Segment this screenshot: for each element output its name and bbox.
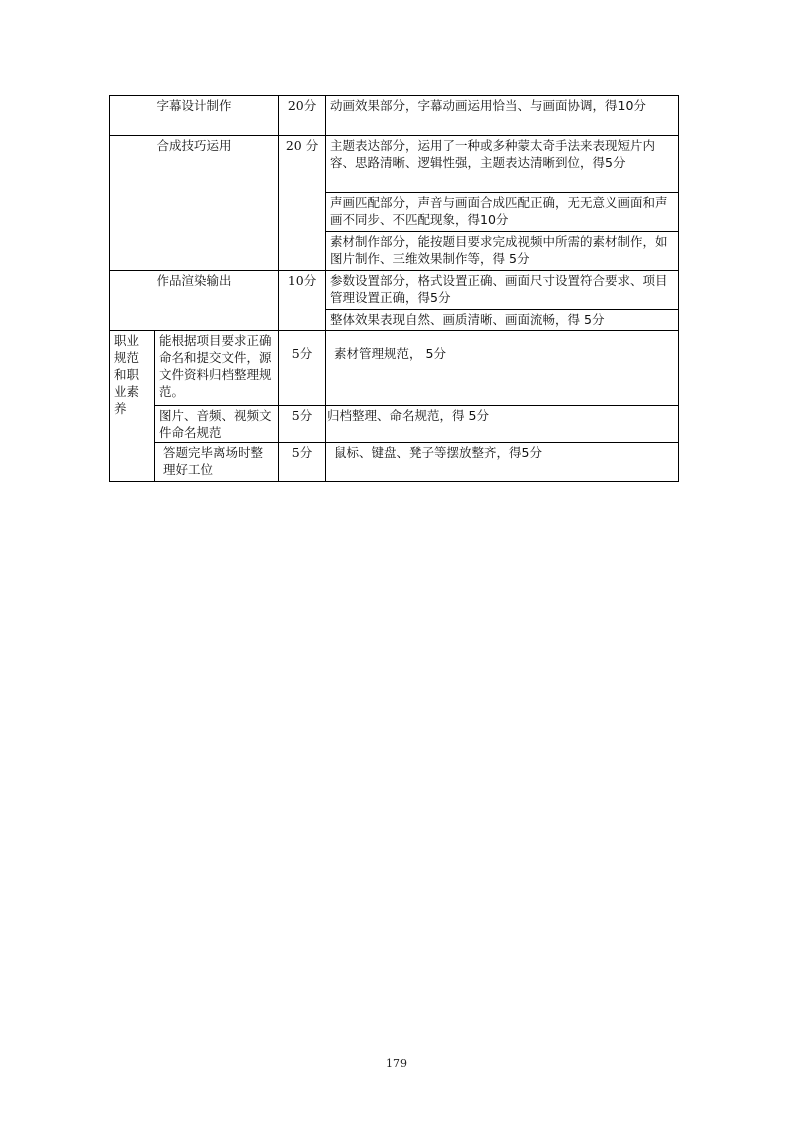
criterion-subtitle-animation: 动画效果部分，字幕动画运用恰当、与画面协调，得10分 xyxy=(326,96,679,136)
scoring-table xyxy=(109,95,679,482)
criterion-parameter-settings: 参数设置部分，格式设置正确、画面尺寸设置符合要求、项目管理设置正确，得5分 xyxy=(326,271,679,310)
table-row xyxy=(110,136,679,193)
score-file-naming: 5分 xyxy=(279,406,326,443)
item-file-submission: 能根据项目要求正确命名和提交文件，源文件资料归档整理规范。 xyxy=(155,331,279,406)
item-composition: 合成技巧运用 xyxy=(110,136,279,271)
criterion-asset-production: 素材制作部分，能按题目要求完成视频中所需的素材制作，如图片制作、三维效果制作等，得 5分 xyxy=(326,232,679,271)
table-row xyxy=(110,331,679,406)
criterion-asset-management: 素材管理规范， 5分 xyxy=(326,331,679,406)
criterion-overall-effect: 整体效果表现自然、画质清晰、画面流畅，得 5分 xyxy=(326,310,679,331)
item-subtitle-design: 字幕设计制作 xyxy=(110,96,279,136)
score-file-submission: 5分 xyxy=(279,331,326,406)
criterion-archive-naming: 归档整理、命名规范，得 5分 xyxy=(326,406,679,443)
criterion-workstation-items: 鼠标、键盘、凳子等摆放整齐，得5分 xyxy=(326,443,679,482)
table-row xyxy=(110,96,679,136)
item-file-naming: 图片、音频、视频文件命名规范 xyxy=(155,406,279,443)
table-row xyxy=(110,271,679,310)
criterion-theme-expression: 主题表达部分，运用了一种或多种蒙太奇手法来表现短片内容、思路清晰、逻辑性强，主题表达清晰到位，得5分 xyxy=(326,136,679,193)
score-workstation-tidy: 5分 xyxy=(279,443,326,482)
score-render-output: 10分 xyxy=(279,271,326,331)
criterion-audio-visual-match: 声画匹配部分，声音与画面合成匹配正确，无无意义画面和声画不同步、不匹配现象，得10分 xyxy=(326,193,679,232)
table-row xyxy=(110,443,679,482)
score-subtitle-design: 20分 xyxy=(279,96,326,136)
page-number: 179 xyxy=(386,1057,407,1070)
table-row xyxy=(110,406,679,443)
category-professionalism: 职业规范和职业素养 xyxy=(110,331,155,482)
score-composition: 20 分 xyxy=(279,136,326,271)
item-render-output: 作品渲染输出 xyxy=(110,271,279,331)
item-workstation-tidy: 答题完毕离场时整理好工位 xyxy=(155,443,279,482)
